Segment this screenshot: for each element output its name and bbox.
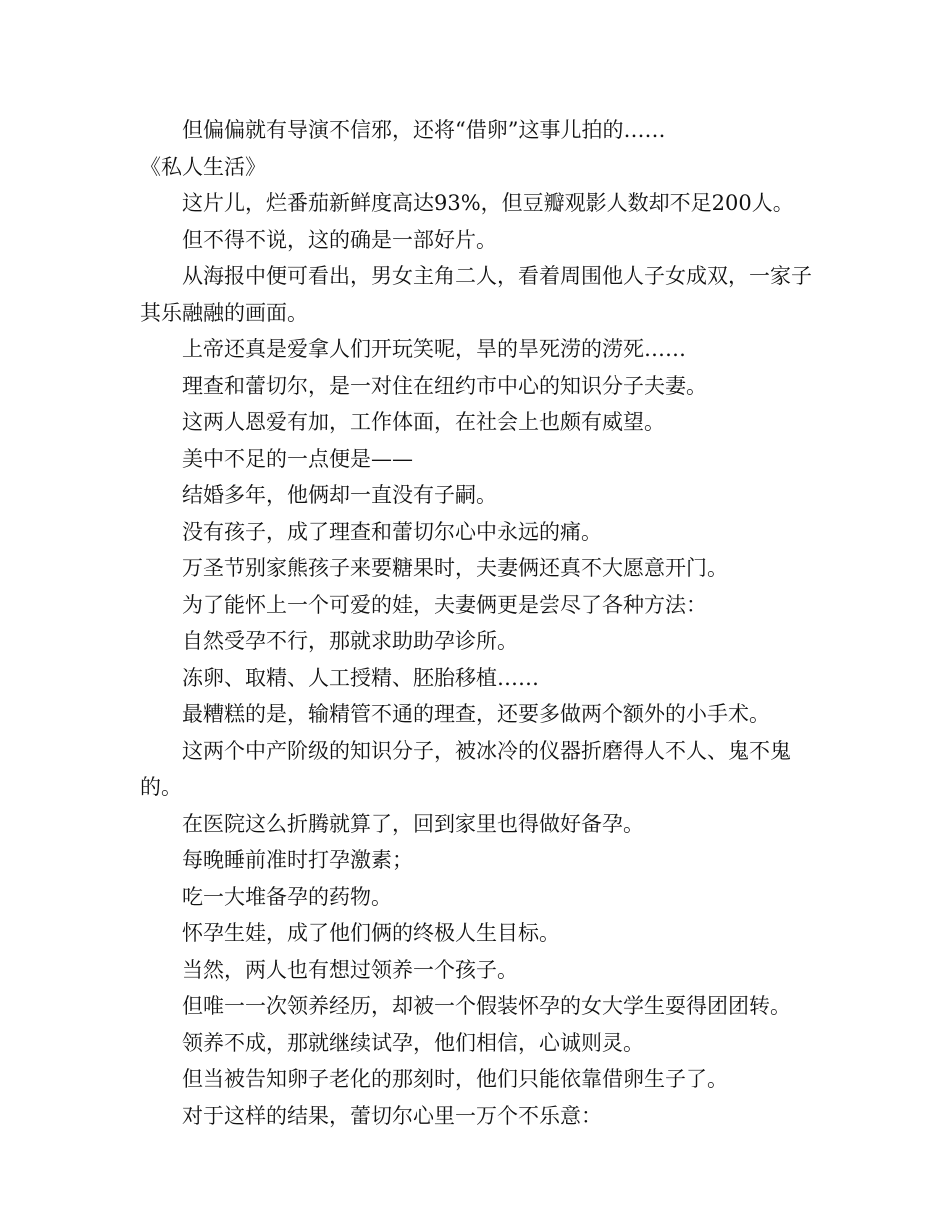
paragraph: 没有孩子，成了理查和蕾切尔心中永远的痛。 xyxy=(182,519,602,544)
paragraph: 怀孕生娃，成了他们俩的终极人生目标。 xyxy=(182,921,560,945)
paragraph: 万圣节别家熊孩子来要糖果时，夫妻俩还真不大愿意开门。 xyxy=(182,556,728,580)
article-body xyxy=(140,112,820,1134)
paragraph: 领养不成，那就继续试孕，他们相信，心诚则灵。 xyxy=(182,1030,644,1055)
paragraph-intro: 但偏偏就有导演不信邪，还将“借卵”这事儿拍的…… xyxy=(182,118,666,142)
paragraph: 这两个中产阶级的知识分子，被冰冷的仪器折磨得人不人、鬼不鬼的。 xyxy=(140,738,791,799)
paragraph: 但唯一一次领养经历，却被一个假装怀孕的女大学生耍得团团转。 xyxy=(182,994,791,1018)
paragraph: 对于这样的结果，蕾切尔心里一万个不乐意： xyxy=(182,1103,602,1128)
paragraph: 在医院这么折腾就算了，回到家里也得做好备孕。 xyxy=(182,811,644,836)
paragraph: 但当被告知卵子老化的那刻时，他们只能依靠借卵生子了。 xyxy=(182,1067,728,1091)
paragraph: 上帝还真是爱拿人们开玩笑呢，旱的旱死涝的涝死…… xyxy=(182,337,686,361)
paragraph: 但不得不说，这的确是一部好片。 xyxy=(182,227,497,252)
paragraph: 从海报中便可看出，男女主角二人，看着周围他人子女成双，一家子其乐融融的画面。 xyxy=(140,264,812,325)
paragraph: 自然受孕不行，那就求助助孕诊所。 xyxy=(182,629,518,653)
film-title: 《私人生活》 xyxy=(140,154,266,179)
paragraph: 最糟糕的是，输精管不通的理查，还要多做两个额外的小手术。 xyxy=(182,702,770,726)
paragraph: 这两人恩爱有加，工作体面，在社会上也颇有威望。 xyxy=(182,410,665,434)
paragraph: 冻卵、取精、人工授精、胚胎移植…… xyxy=(182,665,539,690)
paragraph: 为了能怀上一个可爱的娃，夫妻俩更是尝尽了各种方法： xyxy=(182,592,707,617)
paragraph: 吃一大堆备孕的药物。 xyxy=(182,884,392,909)
paragraph: 每晚睡前准时打孕激素； xyxy=(182,848,413,872)
paragraph: 当然，两人也有想过领养一个孩子。 xyxy=(182,957,518,982)
paragraph: 理查和蕾切尔，是一对住在纽约市中心的知识分子夫妻。 xyxy=(182,373,707,398)
paragraph: 这片儿，烂番茄新鲜度高达93%，但豆瓣观影人数却不足200人。 xyxy=(182,191,794,215)
paragraph: 结婚多年，他俩却一直没有子嗣。 xyxy=(182,483,497,507)
paragraph: 美中不足的一点便是—— xyxy=(182,446,413,471)
